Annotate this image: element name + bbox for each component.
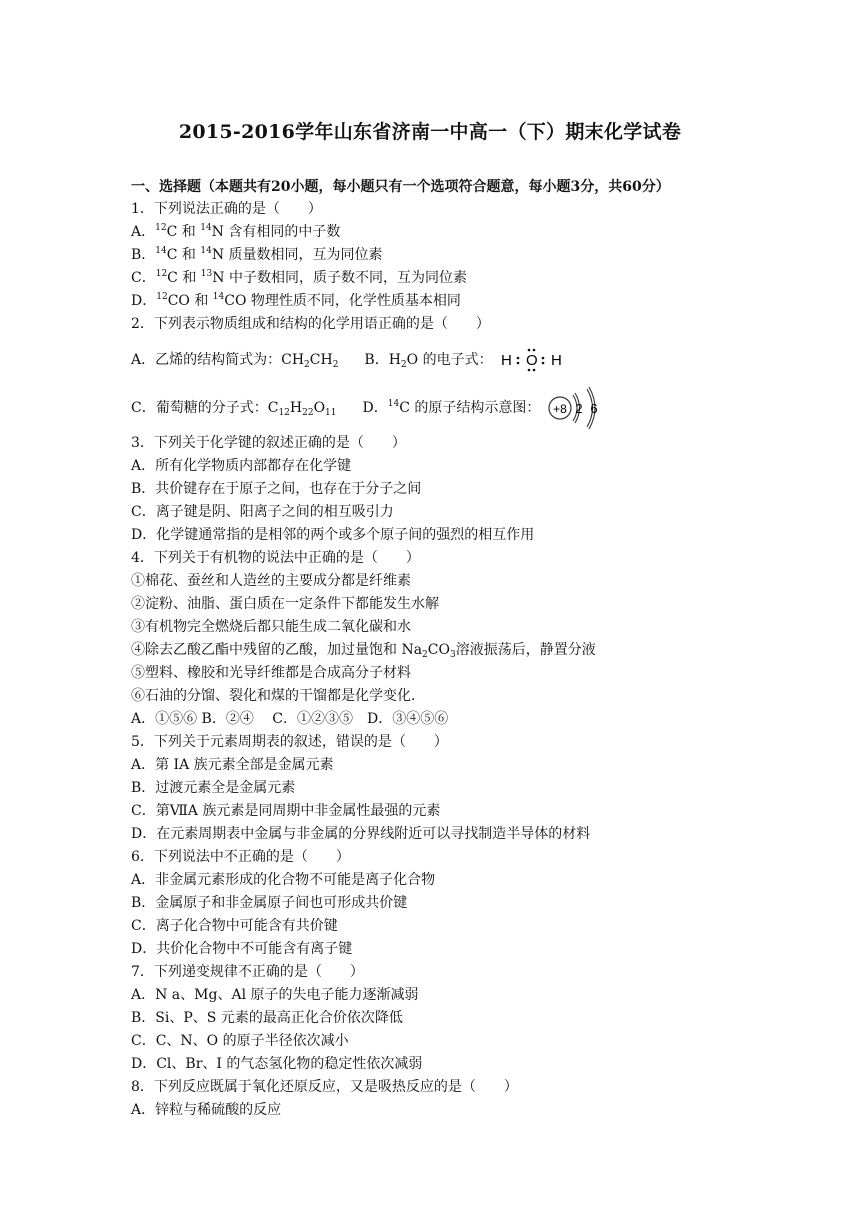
question-2-options-ab bbox=[131, 336, 731, 384]
question-6-option-b: B．金属原子和非金属原子间也可形成共价键 bbox=[131, 895, 408, 911]
question-2-option-c: C．葡萄糖的分子式：$C_{12}H_{22}O_{11}$ bbox=[131, 400, 337, 418]
question-list bbox=[131, 198, 731, 1122]
section-heading: 一、选择题（本题共有20小题，每小题只有一个选项符合题意，每小题3分，共60分） bbox=[131, 179, 670, 195]
question-5-option-c: C．第ⅦA 族元素是同周期中非金属性最强的元素 bbox=[131, 803, 441, 819]
question-1-option-d: D．$^{12}$CO 和 $^{14}$CO 物理性质不同，化学性质基本相同 bbox=[131, 292, 461, 309]
question-2-stem: 2．下列表示物质组成和结构的化学用语正确的是（ ） bbox=[131, 316, 490, 332]
question-4-statement-5: ⑤塑料、橡胶和光导纤维都是合成高分子材料 bbox=[131, 665, 411, 681]
question-6-option-a: A．非金属元素形成的化合物不可能是离子化合物 bbox=[131, 872, 436, 888]
question-7-option-c: C．C、N、O 的原子半径依次减小 bbox=[131, 1033, 349, 1049]
question-4-statement-6: ⑥石油的分馏、裂化和煤的干馏都是化学变化． bbox=[131, 688, 425, 704]
question-6-stem: 6．下列说法中不正确的是（ ） bbox=[131, 849, 350, 865]
question-2-option-b: B．$H_2O$ 的电子式： bbox=[364, 352, 493, 370]
question-1-option-c: C．$^{12}$C 和 $^{13}$N 中子数相同，质子数不同，互为同位素 bbox=[131, 269, 467, 286]
atom-shell-2-electrons: 6 bbox=[590, 401, 598, 416]
question-8-option-a: A．锌粒与稀硫酸的反应 bbox=[131, 1102, 282, 1118]
question-5-option-b: B．过渡元素全是金属元素 bbox=[131, 780, 296, 796]
question-7-stem: 7．下列递变规律不正确的是（ ） bbox=[131, 964, 364, 980]
question-4-stem: 4．下列关于有机物的说法中正确的是（ ） bbox=[131, 550, 420, 566]
lewis-oxygen: O bbox=[525, 352, 538, 369]
question-2-option-a: A．乙烯的结构简式为：$CH_2CH_2$ bbox=[131, 352, 339, 370]
question-4-statement-3: ③有机物完全燃烧后都只能生成二氧化碳和水 bbox=[131, 619, 411, 635]
question-3-stem: 3．下列关于化学键的叙述正确的是（ ） bbox=[131, 435, 406, 451]
question-7-option-d: D．Cl、Br、I 的气态氢化物的稳定性依次减弱 bbox=[131, 1056, 423, 1072]
atom-nucleus-charge: +8 bbox=[553, 402, 568, 416]
page-title: 2015-2016学年山东省济南一中高一（下）期末化学试卷 bbox=[178, 121, 682, 143]
question-6-option-c: C．离子化合物中可能含有共价键 bbox=[131, 918, 338, 934]
question-6-option-d: D．共价化合物中不可能含有离子键 bbox=[131, 941, 353, 957]
question-8-stem: 8．下列反应既属于氧化还原反应，又是吸热反应的是（ ） bbox=[131, 1079, 518, 1095]
question-3-option-c: C．离子键是阴、阳离子之间的相互吸引力 bbox=[131, 504, 394, 520]
question-1-option-b: B．$^{14}$C 和 $^{14}$N 质量数相同，互为同位素 bbox=[131, 246, 383, 263]
lewis-hydrogen-left: H bbox=[500, 352, 512, 369]
question-7-option-a: A．N a、Mg、Al 原子的失电子能力逐渐减弱 bbox=[131, 987, 419, 1003]
question-4-statement-1: ①棉花、蚕丝和人造丝的主要成分都是纤维素 bbox=[131, 573, 411, 589]
question-7-option-b: B．Si、P、S 元素的最高正化合价依次降低 bbox=[131, 1010, 403, 1026]
question-5-option-a: A．第 IA 族元素全部是金属元素 bbox=[131, 757, 334, 773]
question-4-options: A．①⑤⑥ B．②④ C．①②③⑤ D．③④⑤⑥ bbox=[131, 711, 449, 727]
question-2-option-d: D．$^{14}$C 的原子结构示意图： bbox=[362, 399, 541, 416]
question-1-stem: 1．下列说法正确的是（ ） bbox=[131, 201, 322, 217]
question-4-statement-4: ④除去乙酸乙酯中残留的乙酸，加过量饱和 $Na_2CO_3$溶液振荡后，静置分液 bbox=[131, 642, 596, 660]
atom-shell-1-electrons: 2 bbox=[575, 401, 583, 416]
question-3-option-b: B．共价键存在于原子之间，也存在于分子之间 bbox=[131, 481, 422, 497]
water-lewis-structure bbox=[499, 347, 569, 373]
question-3-option-a: A．所有化学物质内部都存在化学键 bbox=[131, 458, 352, 474]
question-5-stem: 5．下列关于元素周期表的叙述，错误的是（ ） bbox=[131, 734, 448, 750]
question-4-statement-2: ②淀粉、油脂、蛋白质在一定条件下都能发生水解 bbox=[131, 596, 439, 612]
question-5-option-d: D．在元素周期表中金属与非金属的分界线附近可以寻找制造半导体的材料 bbox=[131, 826, 591, 842]
question-3-option-d: D．化学键通常指的是相邻的两个或多个原子间的强烈的相互作用 bbox=[131, 527, 535, 543]
question-2-options-cd bbox=[131, 384, 731, 432]
atomic-structure-diagram bbox=[546, 386, 610, 430]
question-1-option-a: A．$^{12}$C 和 $^{14}$N 含有相同的中子数 bbox=[131, 223, 341, 240]
lewis-hydrogen-right: H bbox=[550, 352, 562, 369]
